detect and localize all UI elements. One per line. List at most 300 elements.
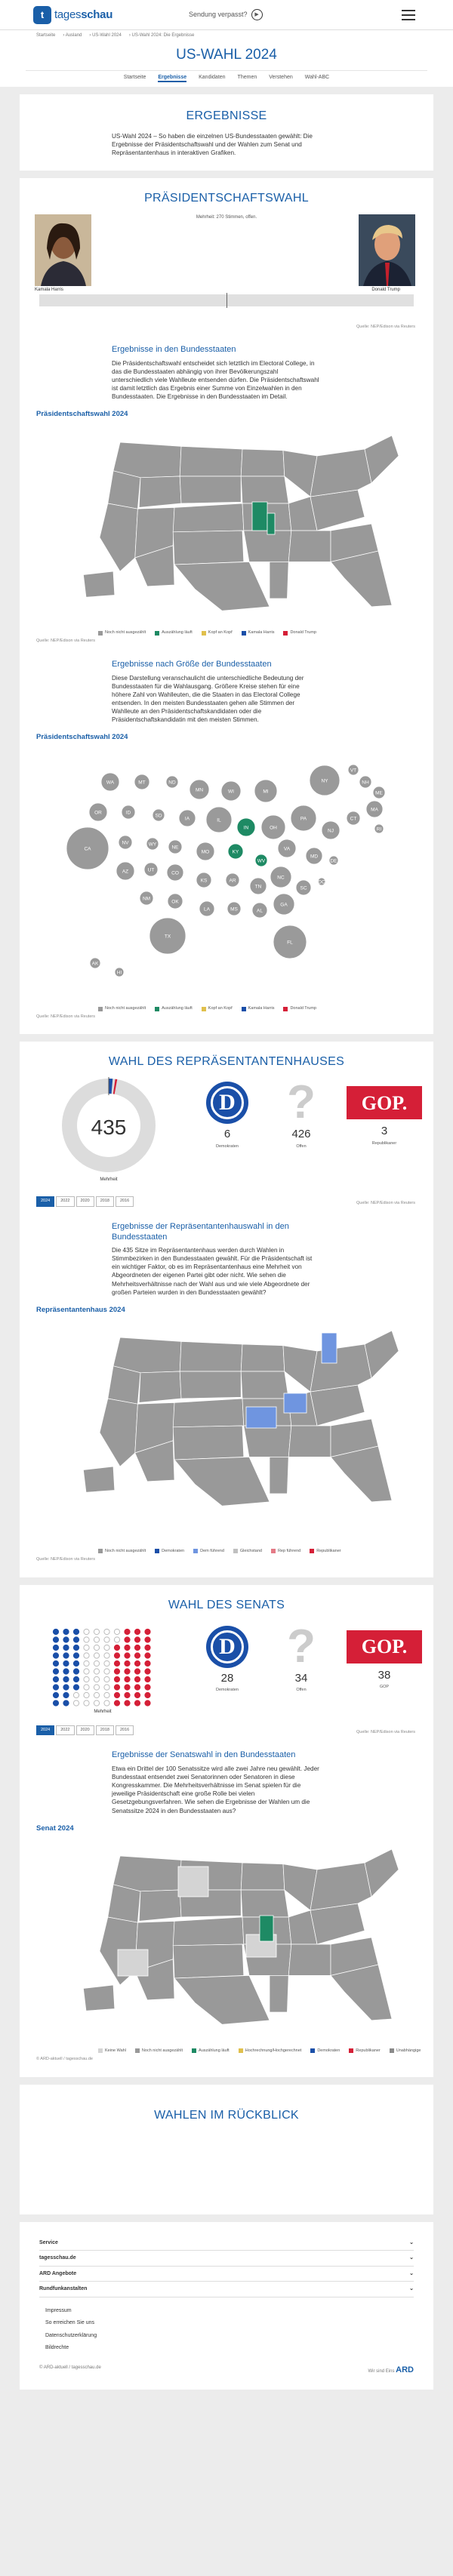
state-bubble-label: PA <box>300 816 307 822</box>
house-map[interactable] <box>20 1318 433 1544</box>
footer-link-kontakt[interactable]: So erreichen Sie uns <box>45 2320 94 2326</box>
senate-seat <box>125 1629 130 1634</box>
state-shape[interactable] <box>241 476 288 503</box>
year-2022[interactable]: 2022 <box>56 1196 74 1206</box>
question-mark-icon: ? <box>287 1076 316 1129</box>
senate-seat <box>145 1653 150 1658</box>
senate-seat <box>134 1700 140 1706</box>
house-map-legend <box>98 1549 433 1554</box>
senate-seat <box>94 1700 99 1706</box>
senate-seat <box>53 1692 58 1697</box>
footer-row-ard[interactable]: ARD Angebote ⌄ <box>39 2267 414 2282</box>
state-no-election[interactable] <box>178 1867 208 1897</box>
senate-seat <box>145 1676 150 1682</box>
state-shape[interactable] <box>365 435 399 483</box>
state-bubble-label: MO <box>201 849 210 855</box>
state-shape[interactable] <box>241 449 285 476</box>
state-bubble-label: DE <box>330 858 337 864</box>
house-title: WAHL DES REPRÄSENTANTENHAUSES <box>108 1054 345 1068</box>
senate-section <box>20 1585 433 2077</box>
state-shape[interactable] <box>108 471 140 509</box>
review-title: WAHLEN IM RÜCKBLICK <box>154 2109 299 2122</box>
senate-map-legend <box>98 2048 433 2054</box>
senate-seat <box>53 1645 58 1650</box>
senate-seat <box>114 1660 119 1666</box>
senate-seat <box>63 1692 69 1697</box>
senate-seat <box>73 1692 79 1697</box>
state-kentucky[interactable] <box>246 1407 276 1428</box>
bubble-map-legend <box>98 1006 433 1011</box>
state-shape[interactable] <box>270 1457 288 1494</box>
state-shape[interactable] <box>244 1426 291 1457</box>
us-states-map <box>83 435 399 611</box>
senate-heading: Ergebnisse der Senatswahl in den Bundesstaaten <box>112 1750 296 1760</box>
state-shape[interactable] <box>310 1344 371 1392</box>
state-bubble-label: ID <box>125 810 131 816</box>
state-bubble-label: DC <box>318 879 325 885</box>
trump-photo <box>359 214 415 286</box>
senate-seat <box>134 1685 140 1690</box>
senate-seat <box>104 1692 109 1697</box>
menu-icon[interactable] <box>402 10 415 23</box>
state-shape[interactable] <box>113 442 181 478</box>
bubble-map-title: Präsidentschaftswahl 2024 <box>36 732 128 741</box>
senate-seat <box>104 1637 109 1642</box>
state-shape[interactable] <box>174 1976 270 2025</box>
tab-wahl-abc[interactable]: Wahl-ABC <box>304 74 330 80</box>
senate-seat <box>94 1629 99 1634</box>
size-heading: Ergebnisse nach Größe der Bundesstaaten <box>112 659 272 669</box>
majority-needed: Mehrheit: 270 Stimmen, offen. <box>196 214 257 220</box>
footer-copyright: © ARD-aktuell / tagesschau.de <box>39 2365 101 2371</box>
state-bubble-label: NV <box>122 840 129 846</box>
legend-label: Republikaner <box>316 1548 341 1553</box>
results-text: US-Wahl 2024 – So haben die einzelnen US-Bundesstaaten gewählt: Die Ergebnisse der Präsidentschaftswahl und der Wahlen zum Senat und Repräsentantenhaus in interaktiven Grafiken. <box>112 132 313 156</box>
senate-seat <box>134 1645 140 1650</box>
logo-regular: tages <box>54 8 82 21</box>
gop-logo-icon: GOP. <box>347 1086 422 1119</box>
state-shape[interactable] <box>288 531 331 562</box>
legend-label: Kopf an Kopf <box>208 629 233 635</box>
state-shape[interactable] <box>173 503 244 532</box>
state-bubble-label: OR <box>94 810 102 816</box>
size-text: Diese Darstellung veranschaulicht die unterschiedliche Bedeutung der Bundesstaaten für die Wahlausgang. Größere Kreise stehen für eine höhere Zahl von Wahlleuten, die die Staaten in das Electoral College entsenden. In den meisten Bundesstaaten gehen alle Stimmen der Wahlleute an den Präsidentschaftskandidaten oder die Präsidentschaftskandidatin mit den meisten Stimmen. <box>112 674 304 723</box>
state-bubble-label: OK <box>171 899 179 905</box>
senate-seat <box>84 1660 89 1666</box>
year-2020[interactable]: 2020 <box>76 1725 94 1735</box>
senate-seat <box>73 1653 79 1658</box>
senate-seat <box>114 1653 119 1658</box>
state-bubble-label: MS <box>230 906 238 913</box>
legend-label: Dem führend <box>200 1548 224 1553</box>
senate-seat <box>125 1700 130 1706</box>
legend-label: Rep führend <box>277 1548 301 1553</box>
state-shape[interactable] <box>270 562 288 599</box>
state-bubble-label: NE <box>171 845 179 851</box>
state-bubble-label: VT <box>350 768 357 774</box>
state-shape[interactable] <box>173 1944 244 1978</box>
senate-seat <box>63 1645 69 1650</box>
senate-seat <box>125 1637 130 1642</box>
senate-seat <box>53 1653 58 1658</box>
year-2020[interactable]: 2020 <box>76 1196 94 1206</box>
state-shape[interactable] <box>83 1467 114 1492</box>
state-shape[interactable] <box>174 562 270 611</box>
senate-seat <box>114 1685 119 1690</box>
state-bubble-label: NM <box>142 896 151 902</box>
results-intro <box>20 94 433 171</box>
democrats-logo-icon: D <box>206 1082 248 1124</box>
senate-seat <box>114 1692 119 1697</box>
state-shape[interactable] <box>270 1976 288 2013</box>
state-no-election[interactable] <box>118 1950 148 1976</box>
senate-seat <box>134 1660 140 1666</box>
state-shape[interactable] <box>241 1371 288 1399</box>
states-text: Die Präsidentschaftswahl entscheidet sich letztlich im Electoral College, in das die Bundesstaaten abhängig von ihrer Bevölkerungszahl unterschiedlich viele Wahlleute entsenden dürfen. Die Präsidentschaftswahl ist damit letztlich das Ergebnis einer Summe von Einzelwahlen in den Bundesstaaten. Die Ergebnisse in den Bundesstaaten im Detail. <box>112 359 319 400</box>
state-bubble-label: IA <box>184 816 190 822</box>
state-bubble-label: AZ <box>122 869 129 875</box>
senate-seat <box>84 1629 89 1634</box>
senate-seat <box>53 1637 58 1642</box>
chevron-down-icon: ⌄ <box>409 2270 414 2276</box>
legend-label: Keine Wahl <box>105 2048 126 2053</box>
senate-seat <box>84 1685 89 1690</box>
state-bubble-label: FL <box>287 940 293 946</box>
state-kentucky-part[interactable] <box>267 513 275 534</box>
legend-label: Donald Trump <box>290 629 316 635</box>
state-shape[interactable] <box>365 1849 399 1897</box>
tab-verstehen[interactable]: Verstehen <box>269 74 293 80</box>
house-year-selector <box>36 1196 134 1206</box>
state-bubble-label: MI <box>263 789 269 795</box>
senate-text: Etwa ein Drittel der 100 Senatssitze wird alle zwei Jahre neu gewählt. Jeder Bundesstaat entsendet zwei Senatorinnen oder Senatoren in diese Kongresskammer. Die Mehrheitsverhältnisse im Senat spielen für die jeweilige Präsidentschaft eine große Rolle bei vielen Gesetzgebungsverfahren. Wie sehen die Ergebnisse der Wahlen um die Senatssitze 2024 in den Bundesstaaten aus? <box>112 1765 319 1814</box>
senate-seat <box>125 1676 130 1682</box>
state-bubble-label: GA <box>280 902 288 908</box>
harris-name: Kamala Harris <box>35 287 64 292</box>
trump-name: Donald Trump <box>371 287 400 292</box>
state-bubble-label: KY <box>232 849 239 855</box>
breadcrumb-item[interactable]: Startseite <box>36 33 56 38</box>
logo-mark-icon: t <box>33 6 51 24</box>
senate-seat <box>73 1685 79 1690</box>
state-shape[interactable] <box>173 1426 244 1460</box>
legend-label: Auszählung läuft <box>162 1005 193 1011</box>
tab-kandidaten[interactable]: Kandidaten <box>199 74 226 80</box>
source-note: © ARD-aktuell / tagesschau.de <box>36 2056 93 2061</box>
senate-seat <box>84 1669 89 1674</box>
legend-label: Noch nicht ausgezählt <box>105 1548 146 1553</box>
house-total: 435 <box>91 1116 127 1140</box>
senate-seat <box>114 1629 119 1634</box>
review-section <box>20 2085 433 2214</box>
state-shape[interactable] <box>113 1856 181 1891</box>
senate-seat <box>84 1645 89 1650</box>
state-bubble-label: HI <box>116 970 122 976</box>
state-bubble-label: RI <box>376 826 382 833</box>
legend-label: Demokraten <box>162 1548 185 1553</box>
sendung-verpasst-link[interactable] <box>189 9 263 20</box>
state-bubble-label: IL <box>217 817 221 823</box>
state-bubble-label: TN <box>254 884 262 890</box>
state-shape[interactable] <box>83 571 114 597</box>
footer-row-rundfunk[interactable]: Rundfunkanstalten ⌄ <box>39 2282 414 2297</box>
state-shape[interactable] <box>173 531 244 565</box>
breadcrumb-item[interactable]: › US-Wahl 2024 <box>89 32 121 38</box>
senate-seat <box>104 1653 109 1658</box>
senate-seat <box>104 1660 109 1666</box>
state-shape[interactable] <box>108 1366 140 1404</box>
year-2018[interactable]: 2018 <box>96 1725 114 1735</box>
state-shape[interactable] <box>180 1371 241 1399</box>
state-new-england[interactable] <box>322 1333 337 1363</box>
site-header <box>0 0 453 30</box>
senate-seats <box>50 1626 156 1709</box>
house-dem-label: Demokraten <box>216 1143 239 1149</box>
page-head <box>0 30 453 87</box>
page-title: US-WAHL 2024 <box>176 47 277 63</box>
senate-open-count: 34 <box>294 1672 308 1685</box>
senate-seat <box>84 1653 89 1658</box>
footer-link-impressum[interactable]: Impressum <box>45 2307 72 2313</box>
senate-seat <box>134 1676 140 1682</box>
senate-seat <box>94 1637 99 1642</box>
house-section <box>20 1042 433 1578</box>
ard-logo[interactable]: ARD <box>396 2365 414 2375</box>
bubble-map[interactable] <box>20 746 433 1002</box>
senate-seat <box>63 1629 69 1634</box>
senate-seat <box>53 1685 58 1690</box>
senate-seat <box>125 1692 130 1697</box>
state-indiana[interactable] <box>252 502 267 531</box>
state-shape[interactable] <box>180 1342 242 1372</box>
state-shape[interactable] <box>100 1399 137 1467</box>
site-footer <box>20 2222 433 2390</box>
democrats-logo-icon: D <box>206 1626 248 1668</box>
senate-seat <box>73 1660 79 1666</box>
senate-seat <box>73 1637 79 1642</box>
tagesschau-logo[interactable] <box>33 6 112 24</box>
footer-link-bildrechte[interactable]: Bildrechte <box>45 2345 69 2351</box>
state-shape[interactable] <box>139 1371 181 1402</box>
state-shape[interactable] <box>139 476 181 507</box>
president-section <box>20 178 433 1034</box>
state-bubble-label: WI <box>228 789 234 795</box>
senate-seat <box>114 1637 119 1642</box>
year-2022[interactable]: 2022 <box>56 1725 74 1735</box>
live-label: Sendung verpasst? <box>189 11 248 19</box>
footer-row-service[interactable]: Service ⌄ <box>39 2236 414 2251</box>
senate-seat <box>134 1637 140 1642</box>
legend-label: Demokraten <box>317 2048 341 2053</box>
senate-seat <box>63 1653 69 1658</box>
state-shape[interactable] <box>180 446 242 476</box>
breadcrumb-item[interactable]: › Ausland <box>63 32 82 38</box>
state-shape[interactable] <box>113 1337 181 1373</box>
year-2016[interactable]: 2016 <box>116 1725 134 1735</box>
senate-seat <box>145 1692 150 1697</box>
state-shape[interactable] <box>310 449 371 497</box>
state-shape[interactable] <box>108 1885 140 1922</box>
senate-seat <box>125 1653 130 1658</box>
footer-link-datenschutz[interactable]: Datenschutzerklärung <box>45 2332 97 2338</box>
senate-seat <box>114 1645 119 1650</box>
legend-label: Kamala Harris <box>248 1005 275 1011</box>
state-shape[interactable] <box>174 1457 270 1507</box>
state-shape[interactable] <box>83 1985 114 2011</box>
senate-seat <box>63 1660 69 1666</box>
state-bubble-label: CT <box>350 816 357 822</box>
state-shape[interactable] <box>100 503 137 571</box>
state-shape[interactable] <box>288 1944 331 1975</box>
senate-seat <box>94 1669 99 1674</box>
senate-seat <box>104 1685 109 1690</box>
state-bubble-label: NC <box>277 875 285 881</box>
senate-seat <box>134 1629 140 1634</box>
source-note: Quelle: NEP/Edison via Reuters <box>356 1201 415 1206</box>
state-shape[interactable] <box>310 1385 365 1426</box>
senate-seat <box>73 1629 79 1634</box>
senate-seat <box>145 1685 150 1690</box>
senate-seat <box>114 1676 119 1682</box>
state-shape[interactable] <box>310 1904 365 1944</box>
year-2018[interactable]: 2018 <box>96 1196 114 1206</box>
senate-seat <box>63 1700 69 1706</box>
senate-seat <box>94 1653 99 1658</box>
senate-seat <box>125 1645 130 1650</box>
legend-label: Republikaner <box>356 2048 381 2053</box>
state-bubble-label: TX <box>164 934 171 940</box>
house-text: Die 435 Sitze im Repräsentantenhaus werden durch Wahlen in Stimmbezirken in den Bundesstaaten gewählt. Für die Präsidentschaft ist ein wichtiger Faktor, ob es im Repräsentantenhaus eine Mehrheit von Abgeordneten der eigenen Partei gibt oder nicht. Wie sehen die Mehrheitsverhältnisse nach der Wahl aus und wie viele Abgeordnete der großen Parteien wurden in den Bundesstaaten gewählt? <box>112 1247 313 1296</box>
senate-seat <box>94 1645 99 1650</box>
senate-seat <box>63 1676 69 1682</box>
state-bubble-label: VA <box>283 846 291 852</box>
senate-seat <box>145 1669 150 1674</box>
state-indiana[interactable] <box>260 1916 273 1941</box>
legend-label: Kamala Harris <box>248 629 275 635</box>
house-open-count: 426 <box>291 1128 311 1141</box>
chevron-down-icon: ⌄ <box>409 2286 414 2292</box>
senate-seat <box>94 1692 99 1697</box>
senate-seat <box>114 1669 119 1674</box>
legend-label: Noch nicht ausgezählt <box>141 2048 183 2053</box>
senate-seat <box>134 1692 140 1697</box>
senate-seat <box>63 1637 69 1642</box>
state-shape[interactable] <box>310 490 365 531</box>
senate-seat <box>104 1669 109 1674</box>
senate-map[interactable] <box>20 1836 433 2044</box>
state-bubble-label: NH <box>362 780 369 786</box>
senate-seat <box>114 1700 119 1706</box>
play-icon: ▶ <box>251 9 263 20</box>
state-shape[interactable] <box>173 1399 244 1427</box>
senate-seat <box>73 1700 79 1706</box>
logo-bold: schau <box>81 8 113 21</box>
state-shape[interactable] <box>310 1863 371 1910</box>
chevron-down-icon: ⌄ <box>409 2239 414 2245</box>
senate-seat <box>73 1669 79 1674</box>
candidates <box>20 214 433 290</box>
state-bubble-label: MD <box>310 854 319 860</box>
house-dem-count: 6 <box>223 1128 231 1141</box>
state-bubble-label: ME <box>375 790 383 796</box>
senate-year-selector <box>36 1725 134 1735</box>
harris-photo <box>35 214 91 286</box>
senate-seat <box>104 1700 109 1706</box>
senate-seat <box>145 1629 150 1634</box>
year-2024[interactable]: 2024 <box>36 1725 54 1735</box>
tab-startseite[interactable]: Startseite <box>123 74 146 80</box>
source-note: Quelle: NEP/Edison via Reuters <box>356 1730 415 1735</box>
year-2024[interactable]: 2024 <box>36 1196 54 1206</box>
senate-seat <box>104 1645 109 1650</box>
gop-logo-icon: GOP. <box>347 1630 422 1663</box>
senate-seat <box>94 1660 99 1666</box>
senate-seat <box>53 1700 58 1706</box>
footer-row-tagesschau[interactable]: tagesschau.de ⌄ <box>39 2251 414 2266</box>
senate-seat <box>84 1692 89 1697</box>
state-shape[interactable] <box>288 1426 331 1457</box>
house-map-title: Repräsentantenhaus 2024 <box>36 1305 125 1314</box>
legend-label: Donald Trump <box>290 1005 316 1011</box>
state-shape[interactable] <box>241 1344 285 1371</box>
senate-open-label: Offen <box>296 1688 307 1693</box>
state-bubble-label: ND <box>168 780 176 786</box>
us-states-map <box>83 1331 399 1506</box>
state-shape[interactable] <box>365 1331 399 1378</box>
state-bubble-label: MT <box>138 780 146 786</box>
state-shape[interactable] <box>241 1863 285 1890</box>
state-bubble-label: WY <box>148 842 157 848</box>
senate-seat <box>145 1700 150 1706</box>
senate-seat <box>84 1676 89 1682</box>
state-bubble-label: CO <box>171 870 179 876</box>
state-shape[interactable] <box>241 1890 288 1917</box>
state-bubble-label: SC <box>300 885 307 891</box>
states-heading: Ergebnisse in den Bundesstaaten <box>112 344 236 354</box>
results-title: ERGEBNISSE <box>186 109 267 123</box>
senate-rep-count: 38 <box>378 1669 391 1682</box>
state-shape[interactable] <box>139 1890 181 1921</box>
senate-dem-label: Demokraten <box>216 1688 239 1693</box>
senate-seat <box>53 1676 58 1682</box>
senate-seat <box>145 1660 150 1666</box>
state-shape[interactable] <box>180 476 241 503</box>
tab-themen[interactable]: Themen <box>237 74 257 80</box>
senate-seat <box>125 1660 130 1666</box>
senate-seat <box>145 1645 150 1650</box>
state-bubble-label: NY <box>321 778 328 784</box>
senate-seat <box>53 1669 58 1674</box>
majority-label: Mehrheit <box>94 1710 112 1715</box>
senate-seat <box>104 1629 109 1634</box>
senate-seat <box>94 1676 99 1682</box>
legend-label: Kopf an Kopf <box>208 1005 233 1011</box>
president-map[interactable] <box>20 423 433 626</box>
senate-dem-count: 28 <box>220 1672 234 1685</box>
state-bubble-label: NJ <box>328 828 334 834</box>
state-shape[interactable] <box>244 531 291 562</box>
state-virginia[interactable] <box>284 1393 307 1413</box>
house-rep-count: 3 <box>381 1125 388 1138</box>
senate-seat <box>84 1637 89 1642</box>
state-shape[interactable] <box>173 1917 244 1946</box>
senate-seat <box>53 1660 58 1666</box>
tab-ergebnisse[interactable]: Ergebnisse <box>158 74 186 82</box>
senate-seat <box>125 1685 130 1690</box>
legend-label: Gleichstand <box>239 1548 262 1553</box>
legend-label: Hochrechnung/Hochgerechnet <box>245 2048 302 2053</box>
year-2016[interactable]: 2016 <box>116 1196 134 1206</box>
